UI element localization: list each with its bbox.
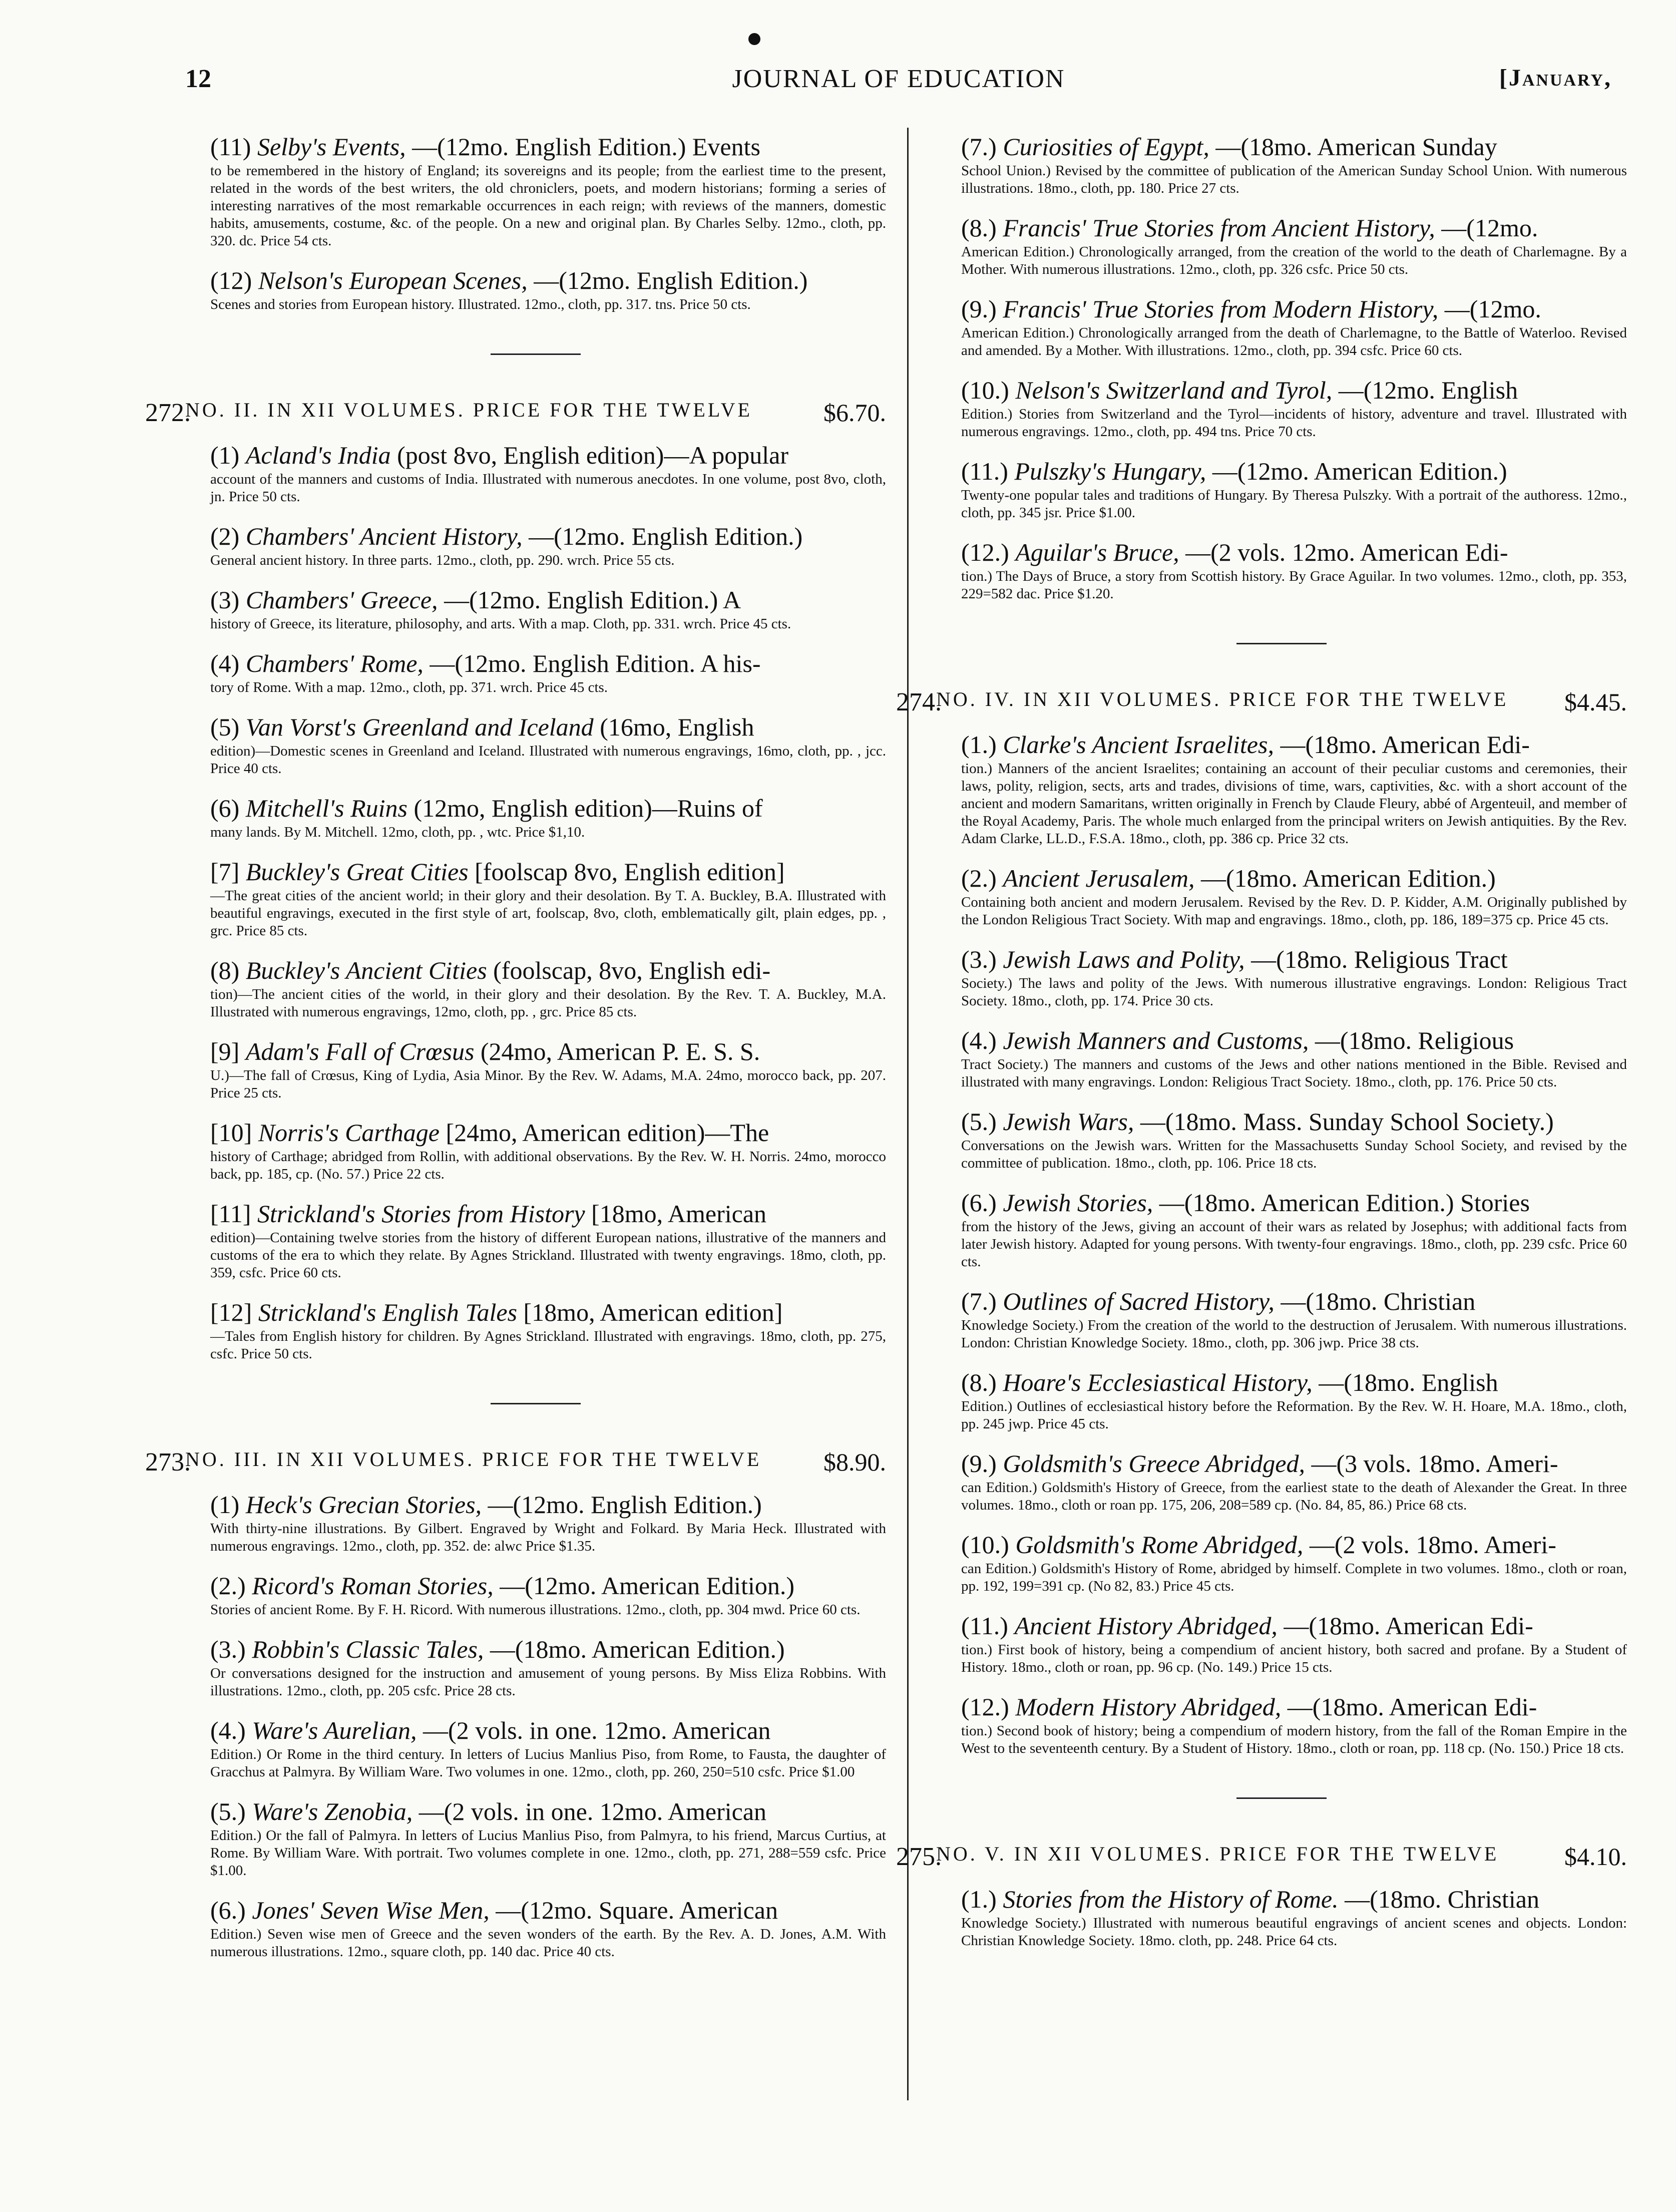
entry-heading [961,729,1627,760]
catalog-entry [210,711,886,778]
entry-number: (5.) [961,1108,997,1136]
lot-heading [896,1842,1627,1871]
catalog-entry [961,1610,1627,1676]
entry-title: Goldsmith's Rome Abridged, [1015,1531,1304,1559]
entry-title: Ware's Zenobia, [252,1797,413,1825]
entry-number: [10] [210,1119,252,1147]
entry-title: Ancient Jerusalem, [1003,864,1195,892]
entry-description: U.)—The fall of Crœsus, King of Lydia, Asia Minor. By the Rev. W. Adams, M.A. 24mo, morocco back, pp. 207. Price 25 cts. [210,1067,886,1101]
entry-description: Scenes and stories from European history. Illustrated. 12mo., cloth, pp. 317. tns. Price 50 cts. [210,296,751,312]
catalog-entry [961,1286,1627,1352]
catalog-entry [210,955,886,1021]
catalog-entry [210,1895,886,1961]
entry-heading [961,1610,1627,1641]
entry-number: (6) [210,794,240,822]
entry-title: Robbin's Classic Tales, [252,1635,484,1663]
entry-description: Edition.) Or Rome in the third century. In letters of Lucius Manlius Piso, from Rome, to Fausta, the daughter of Gracchus at Palmyra. By William Ware. Two volumes in one. 12mo., cloth, pp. 260, 250=510 csfc. Price $1.00 [210,1746,886,1780]
entry-heading [961,1286,1627,1317]
entry-heading [210,1489,886,1520]
entry-number: (9.) [961,295,997,323]
left-column [145,131,886,1976]
entry-description: Knowledge Society.) Illustrated with numerous beautiful engravings of ancient scenes and objects. London: Christian Knowledge Society. 18mo. cloth, pp. 248. Price 64 cts. [961,1915,1627,1949]
section-rule [1236,643,1327,644]
entry-number: (3.) [961,945,997,973]
entry-heading [961,375,1627,406]
entry-edition: —(12mo. English Edition.) [529,522,803,550]
entry-number: (11.) [961,457,1008,485]
entry-edition: —(2 vols. in one. 12mo. American [418,1797,767,1825]
entry-title: Jones' Seven Wise Men, [252,1896,490,1924]
catalog-entry [210,1036,886,1102]
catalog-entry [961,1187,1627,1271]
entry-heading [961,456,1627,487]
entry-description: With thirty-nine illustrations. By Gilbert. Engraved by Wright and Folkard. By Maria Heck. Illustrated with numerous engravings. 12mo., cloth, pp. 352. de: alwc Price $1.35. [210,1521,886,1554]
lot-number: 272. [145,399,191,427]
entry-number: (1) [210,1491,240,1519]
entry-title: Aguilar's Bruce, [1015,538,1179,566]
lot-label: NO. V. IN XII VOLUMES. PRICE FOR THE TWELVE [936,1842,1499,1865]
entry-title: Francis' True Stories from Modern History, [1003,295,1439,323]
entry-edition: —(18mo. American Edi- [1280,730,1530,759]
entry-edition: —(18mo. Religious Tract [1251,945,1508,973]
entry-edition: [18mo, American edition] [523,1298,783,1326]
entry-edition: [18mo, American [591,1200,767,1228]
column-rule [907,128,909,2100]
entry-edition: (12mo, English edition)—Ruins of [413,794,763,822]
entry-title: Curiosities of Egypt, [1003,133,1209,161]
entry-description: Twenty-one popular tales and traditions of Hungary. By Theresa Pulszky. With a portrait of the authoress. 12mo., cloth, pp. 345 jsr. Price $1.00. [961,487,1627,521]
entry-title: Adam's Fall of Crœsus [245,1037,475,1065]
entry-number: (7.) [961,1287,997,1315]
lot-number: 273. [145,1448,191,1477]
lot-heading [145,1447,886,1477]
entry-title: Buckley's Ancient Cities [245,956,487,984]
entry-number: (4.) [210,1716,246,1744]
catalog-entry [210,265,886,313]
entry-title: Ware's Aurelian, [252,1716,417,1744]
entry-description: School Union.) Revised by the committee of publication of the American Sunday School Union. With numerous illustrations. 18mo., cloth, pp. 180. Price 27 cts. [961,163,1627,196]
entry-number: (1.) [961,1885,997,1913]
lot-number: 275. [896,1842,942,1871]
entry-description: Edition.) Seven wise men of Greece and the seven wonders of the earth. By the Rev. A. D. Jones, A.M. With numerous illustrations. 12mo., square cloth, pp. 140 dac. Price 40 cts. [210,1926,886,1960]
entry-title: Norris's Carthage [258,1119,440,1147]
entry-description: Stories of ancient Rome. By F. H. Ricord. With numerous illustrations. 12mo., cloth, pp. 304 mwd. Price 60 cts. [210,1602,861,1618]
lot-number: 274. [896,688,942,716]
entry-title: Hoare's Ecclesiastical History, [1003,1368,1313,1396]
catalog-entry [210,793,886,841]
entry-edition: —(18mo. American Edi- [1287,1693,1537,1721]
catalog-entry [961,537,1627,603]
entry-number: (2.) [210,1572,246,1600]
entry-edition: —(12mo. English [1338,376,1518,404]
catalog-entry [210,856,886,940]
catalog-entry [210,1634,886,1700]
catalog-entry [961,1884,1627,1950]
lot-price: $4.45. [1564,688,1627,716]
entry-title: Jewish Wars, [1003,1108,1134,1136]
catalog-entry [210,1715,886,1781]
entry-number: (4) [210,649,240,677]
entry-number: (7.) [961,133,997,161]
catalog-entry [961,1691,1627,1757]
entry-edition: —(18mo. American Edition.) [1201,864,1496,892]
entry-number: (3.) [210,1635,246,1663]
catalog-entry [961,456,1627,522]
entry-heading [210,1036,886,1067]
entry-description: edition)—Containing twelve stories from the history of different European nations, illustrative of the manners and customs of the era to which they relate. By Agnes Strickland. Illustrated with twenty engravings. 18mo, cloth, pp. 359, csfc. Price 60 cts. [210,1230,886,1281]
entry-description: edition)—Domestic scenes in Greenland and Iceland. Illustrated with numerous engravings, 16mo, cloth, pp. , jcc. Price 40 cts. [210,743,886,777]
entry-heading [961,131,1627,162]
entry-title: Francis' True Stories from Ancient History, [1003,214,1435,242]
printer-mark [748,33,760,45]
catalog-list [936,729,1627,1757]
entry-edition: —(2 vols. in one. 12mo. American [423,1716,771,1744]
entry-title: Ancient History Abridged, [1014,1612,1278,1640]
entry-number: [11] [210,1200,251,1228]
entry-edition: —(2 vols. 18mo. Ameri- [1309,1531,1556,1559]
catalog-list [185,131,886,313]
catalog-entry [210,131,886,250]
entry-edition: —(12mo. English Edition.) [488,1491,762,1519]
issue-month: [January, [1499,65,1612,91]
lot-label: NO. IV. IN XII VOLUMES. PRICE FOR THE TWELVE [936,688,1509,710]
entry-title: Outlines of Sacred History, [1003,1287,1275,1315]
entry-description: General ancient history. In three parts. 12mo., cloth, pp. 290. wrch. Price 55 cts. [210,552,675,568]
entry-number: (8.) [961,1368,997,1396]
entry-edition: (post 8vo, English edition)—A popular [397,441,789,469]
entry-edition: —(18mo. American Edition.) Stories [1159,1189,1530,1217]
catalog-entry [961,1367,1627,1433]
entry-edition: —(18mo. Mass. Sunday School Society.) [1140,1108,1554,1136]
entry-number: [12] [210,1298,252,1326]
entry-edition: —(12mo. American Edition.) [1212,457,1507,485]
entry-title: Acland's India [245,441,391,469]
entry-title: Chambers' Rome, [245,649,424,677]
entry-title: Chambers' Ancient History, [245,522,523,550]
entry-edition: —(12mo. American Edition.) [500,1572,795,1600]
entry-heading [210,793,886,824]
entry-edition: (16mo, English [600,713,754,741]
entry-number: (12.) [961,538,1009,566]
entry-title: Strickland's English Tales [258,1298,518,1326]
entry-heading [210,711,886,743]
entry-description: tion.) Manners of the ancient Israelites; containing an account of their peculiar customs and ceremonies, their laws, polity, religion, sects, arts and trades, divisions of time, wars, captivities, &c. with a short account of the ancient and modern Samaritans, written originally in French by Claude Fleury, abbé of Argenteuil, and member of the Royal Academy, Paris. The whole much enlarged from the principal writers on Jewish antiquities. By the Rev. Adam Clarke, LL.D., F.S.A. 18mo., cloth, pp. 386 cp. Price 32 cts. [961,761,1627,847]
catalog-list [936,1884,1627,1950]
entry-number: [9] [210,1037,240,1065]
catalog-list [185,440,886,1363]
entry-heading [210,648,886,679]
catalog-entry [961,293,1627,359]
entry-description: American Edition.) Chronologically arranged from the death of Charlemagne, to the Battle of Waterloo. Revised and amended. By a Mother. With illustrations. 12mo., cloth, pp. 394 csfc. Price 60 cts. [961,325,1627,358]
catalog-entry [961,1025,1627,1091]
entry-heading [961,537,1627,568]
entry-title: Strickland's Stories from History [257,1200,585,1228]
entry-heading [210,1297,886,1328]
entry-edition: —(12mo. English Edition.) [534,266,808,294]
catalog-entry [961,1106,1627,1172]
entry-edition: —(18mo. American Edi- [1284,1612,1533,1640]
section-rule [491,353,581,355]
right-column [896,131,1627,1965]
entry-edition: —(12mo. [1444,295,1541,323]
entry-title: Goldsmith's Greece Abridged, [1003,1449,1305,1478]
entry-title: Jewish Laws and Polity, [1003,945,1245,973]
entry-heading [961,212,1627,243]
entry-edition: —(18mo. English [1319,1368,1498,1396]
entry-description: from the history of the Jews, giving an account of their wars as related by Josephus; with additional facts from later Jewish history. Adapted for young persons. With twenty-four engravings. 18mo., cloth, pp. 239 csfc. Price 60 cts. [961,1219,1627,1270]
lot-price: $8.90. [823,1448,886,1476]
entry-number: (8) [210,956,240,984]
entry-heading [961,1529,1627,1560]
catalog-entry [961,212,1627,278]
entry-heading [210,584,886,615]
catalog-list [936,131,1627,603]
entry-heading [210,440,886,471]
page-number: 12 [185,65,211,93]
entry-title: Jewish Manners and Customs, [1003,1026,1309,1054]
lot-label: NO. III. IN XII VOLUMES. PRICE FOR THE TWELVE [185,1448,762,1470]
entry-description: tion.) First book of history, being a compendium of ancient history, both sacred and profane. By a Student of History. 18mo., cloth or roan, pp. 96 cp. (No. 149.) Price 15 cts. [961,1642,1627,1675]
entry-description: many lands. By M. Mitchell. 12mo, cloth, pp. , wtc. Price $1,10. [210,824,585,840]
entry-description: —Tales from English history for children. By Agnes Strickland. Illustrated with engravings. 18mo, cloth, pp. 275, csfc. Price 50 cts. [210,1328,886,1362]
catalog-entry [210,521,886,569]
entry-number: (11.) [961,1612,1008,1640]
entry-number: (2.) [961,864,997,892]
entry-heading [210,1895,886,1926]
entry-description: Or conversations designed for the instruction and amusement of young persons. By Miss Eliza Robbins. With illustrations. 12mo., cloth, pp. 205 csfc. Price 28 cts. [210,1665,886,1699]
entry-number: (10.) [961,376,1009,404]
entry-edition: —(12mo. English Edition.) Events [412,133,760,161]
lot-heading [145,398,886,427]
entry-title: Nelson's Switzerland and Tyrol, [1015,376,1333,404]
lot-price: $6.70. [823,399,886,427]
entry-number: [7] [210,858,240,886]
entry-heading [210,955,886,986]
entry-heading [961,1448,1627,1479]
entry-edition: —(18mo. American Sunday [1215,133,1497,161]
entry-description: Edition.) Outlines of ecclesiastical history before the Reformation. By the Rev. W. H. Hoare, M.A. 18mo., cloth, pp. 245 jwp. Price 45 cts. [961,1398,1627,1432]
entry-title: Van Vorst's Greenland and Iceland [245,713,594,741]
entry-heading [210,1117,886,1148]
entry-heading [210,1570,886,1601]
entry-heading [961,1106,1627,1137]
entry-description: can Edition.) Goldsmith's History of Rome, abridged by himself. Complete in two volumes. 18mo., cloth or roan, pp. 192, 199=391 cp. (No 82, 83.) Price 45 cts. [961,1561,1627,1594]
entry-heading [961,944,1627,975]
entry-edition: —(18mo. American Edition.) [490,1635,785,1663]
catalog-entry [210,1297,886,1363]
running-header [185,64,1612,104]
entry-number: (12.) [961,1693,1009,1721]
entry-description: Knowledge Society.) From the creation of the world to the destruction of Jerusalem. With numerous illustrations. London: Christian Knowledge Society. 18mo., cloth, pp. 306 jwp. Price 38 cts. [961,1317,1627,1351]
entry-description: to be remembered in the history of England; its sovereigns and its people; from the earliest time to the present, related in the words of the best writers, the old chroniclers, poets, and modern historians; forming a series of interesting narratives of the most remarkable occurrences in each reign; with reviews of the manners, domestic habits, amusements, costume, &c. of the people. On a new and original plan. By Charles Selby. 12mo., cloth, pp. 320. dc. Price 54 cts. [210,163,886,249]
entry-number: (10.) [961,1531,1009,1559]
entry-heading [210,1715,886,1746]
catalog-entry [210,1198,886,1282]
entry-description: tion)—The ancient cities of the world, in their glory and their desolation. By the Rev. T. A. Buckley, M.A. Illustrated with numerous engravings, 12mo, cloth, pp. , grc. Price 85 cts. [210,986,886,1020]
entry-description: history of Carthage; abridged from Rollin, with additional observations. By the Rev. W. H. Norris. 24mo, morocco back, pp. 185, cp. (No. 57.) Price 22 cts. [210,1149,886,1182]
catalog-entry [210,1117,886,1183]
catalog-entry [961,729,1627,848]
catalog-entry [961,375,1627,441]
section-rule [491,1403,581,1404]
entry-description: can Edition.) Goldsmith's History of Greece, from the earliest state to the death of Alexander the Great. In three volumes. 18mo., cloth or roan pp. 175, 206, 208=589 cp. (No. 84, 85, 86.) Price 68 cts. [961,1480,1627,1513]
entry-edition: —(3 vols. 18mo. Ameri- [1311,1449,1558,1478]
entry-heading [961,1367,1627,1398]
entry-description: history of Greece, its literature, philosophy, and arts. With a map. Cloth, pp. 331. wrch. Price 45 cts. [210,616,791,632]
catalog-entry [210,440,886,506]
entry-edition: (24mo, American P. E. S. S. [480,1037,760,1065]
entry-heading [210,856,886,887]
catalog-entry [961,1448,1627,1514]
entry-edition: —(12mo. English Edition. A his- [430,649,761,677]
entry-title: Chambers' Greece, [245,586,438,614]
entry-number: (1.) [961,730,997,759]
entry-description: tion.) Second book of history; being a compendium of modern history, from the fall of the Roman Empire in the West to the seventeenth century. By a Student of History. 18mo., cloth or roan, pp. 118 cp. (No. 150.) Price 18 cts. [961,1723,1627,1756]
entry-number: (2) [210,522,240,550]
entry-edition: —(18mo. Religious [1315,1026,1514,1054]
entry-heading [210,1198,886,1229]
entry-title: Stories from the History of Rome. [1003,1885,1339,1913]
entry-heading [961,1691,1627,1722]
entry-heading [210,521,886,552]
entry-description: Conversations on the Jewish wars. Written for the Massachusetts Sunday School Society, and revised by the committee of publication. 18mo., cloth, pp. 106. Price 18 cts. [961,1138,1627,1171]
entry-title: Jewish Stories, [1003,1189,1153,1217]
catalog-entry [210,1489,886,1555]
entry-title: Nelson's European Scenes, [258,266,528,294]
journal-title: JOURNAL OF EDUCATION [732,65,1065,93]
catalog-entry [210,648,886,696]
entry-description: Society.) The laws and polity of the Jews. With numerous illustrative engravings. London: Religious Tract Society. 18mo., cloth, pp. 174. Price 30 cts. [961,975,1627,1009]
entry-heading [210,1796,886,1827]
entry-heading [961,1884,1627,1915]
entry-description: Edition.) Or the fall of Palmyra. In letters of Lucius Manlius Piso, from Palmyra, to his friend, Marcus Curtius, at Rome. By William Ware. With portrait. Two volumes complete in one. 12mo., cloth, pp. 271, 288=559 csfc. Price $1.00. [210,1827,886,1879]
entry-title: Mitchell's Ruins [245,794,407,822]
entry-heading [961,863,1627,894]
entry-heading [210,265,886,296]
catalog-entry [210,584,886,633]
entry-description: tory of Rome. With a map. 12mo., cloth, pp. 371. wrch. Price 45 cts. [210,679,608,695]
entry-title: Ricord's Roman Stories, [252,1572,494,1600]
catalog-entry [210,1796,886,1880]
entry-description: American Edition.) Chronologically arranged, from the creation of the world to the death of Charlemagne. By a Mother. With numerous illustrations. 12mo., cloth, pp. 326 csfc. Price 50 cts. [961,244,1627,277]
entry-edition: [24mo, American edition)—The [446,1119,769,1147]
entry-edition: [foolscap 8vo, English edition] [475,858,785,886]
catalog-entry [210,1570,886,1619]
entry-edition: (foolscap, 8vo, English edi- [493,956,771,984]
entry-heading [210,1634,886,1665]
entry-number: (6.) [210,1896,246,1924]
entry-title: Clarke's Ancient Israelites, [1003,730,1274,759]
entry-description: —The great cities of the ancient world; in their glory and their desolation. By T. A. Buckley, B.A. Illustrated with beautiful engravings, executed in the first style of art, foolscap, 8vo, cloth, emblematically gilt, plain edges, pp. , grc. Price 85 cts. [210,888,886,939]
entry-number: (5.) [210,1797,246,1825]
entry-edition: —(12mo. [1441,214,1538,242]
entry-edition: —(18mo. Christian [1345,1885,1539,1913]
lot-heading [896,687,1627,716]
entry-title: Modern History Abridged, [1015,1693,1282,1721]
entry-edition: —(12mo. English Edition.) A [444,586,741,614]
entry-heading [961,293,1627,324]
entry-edition: —(2 vols. 12mo. American Edi- [1185,538,1508,566]
entry-number: (1) [210,441,240,469]
entry-heading [961,1187,1627,1218]
entry-description: tion.) The Days of Bruce, a story from Scottish history. By Grace Aguilar. In two volumes. 12mo., cloth, pp. 353, 229=582 dac. Price $1.20. [961,568,1627,602]
lot-label: NO. II. IN XII VOLUMES. PRICE FOR THE TWELVE [185,399,752,421]
entry-description: Tract Society.) The manners and customs of the Jews and other nations mentioned in the Bible. Revised and illustrated with many engravings. London: Religious Tract Society. 18mo., cloth, pp. 176. Price 50 cts. [961,1056,1627,1090]
entry-title: Heck's Grecian Stories, [245,1491,482,1519]
entry-number: (5) [210,713,240,741]
lot-price: $4.10. [1564,1842,1627,1871]
entry-number: (3) [210,586,240,614]
entry-description: account of the manners and customs of India. Illustrated with numerous anecdotes. In one volume, post 8vo, cloth, jn. Price 50 cts. [210,471,886,505]
entry-title: Selby's Events, [257,133,406,161]
catalog-entry [961,863,1627,929]
entry-description: Edition.) Stories from Switzerland and the Tyrol—incidents of history, adventure and travel. Illustrated with numerous engravings. 12mo., cloth, pp. 494 tns. Price 70 cts. [961,406,1627,440]
entry-number: (6.) [961,1189,997,1217]
catalog-entry [961,944,1627,1010]
entry-title: Buckley's Great Cities [245,858,469,886]
entry-number: (9.) [961,1449,997,1478]
entry-number: (8.) [961,214,997,242]
section-rule [1236,1797,1327,1799]
catalog-entry [961,131,1627,197]
entry-heading [961,1025,1627,1056]
entry-title: Pulszky's Hungary, [1014,457,1206,485]
catalog-list [185,1489,886,1961]
catalog-entry [961,1529,1627,1595]
entry-description: Containing both ancient and modern Jerusalem. Revised by the Rev. D. P. Kidder, A.M. Originally published by the London Religious Tract Society. With map and engravings. 18mo., cloth, pp. 186, 189=375 cp. Price 45 cts. [961,894,1627,928]
entry-edition: —(18mo. Christian [1281,1287,1476,1315]
entry-number: (11) [210,133,251,161]
entry-number: (4.) [961,1026,997,1054]
entry-edition: —(12mo. Square. American [496,1896,778,1924]
entry-heading [210,131,886,162]
entry-number: (12) [210,266,252,294]
